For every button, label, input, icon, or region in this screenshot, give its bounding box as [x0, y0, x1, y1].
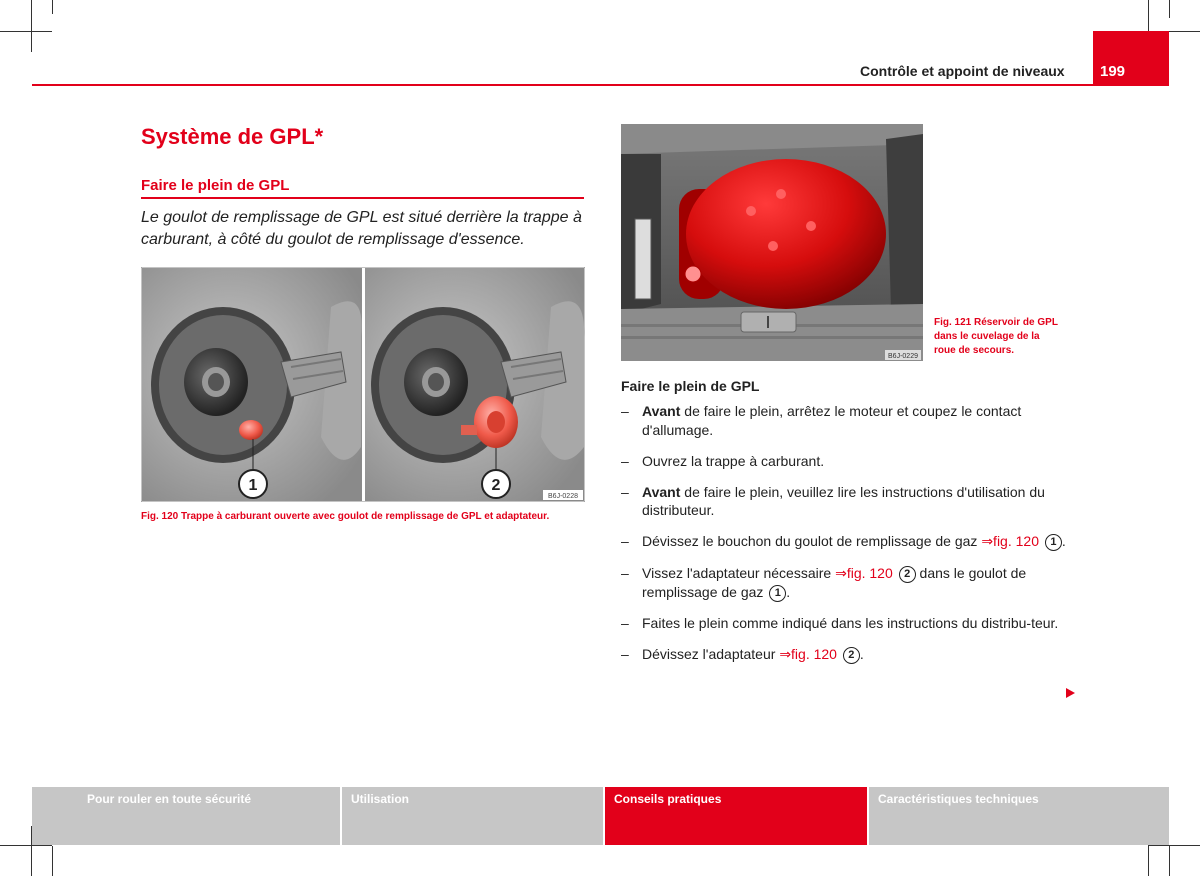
list-dash: –	[621, 564, 629, 581]
figure-link[interactable]: ⇒fig. 120	[981, 533, 1039, 549]
crop-mark	[0, 845, 52, 846]
step-text: de faire le plein, arrêtez le moteur et coupez le contact d'allumage.	[642, 403, 1022, 438]
crop-mark	[1169, 0, 1170, 18]
page-number: 199	[1100, 63, 1126, 80]
header-rule	[32, 84, 1169, 86]
list-item	[621, 532, 1066, 551]
list-item	[621, 483, 1066, 520]
list-item	[621, 564, 1066, 602]
list-dash: –	[621, 646, 629, 662]
list-dash: –	[621, 615, 629, 631]
list-item	[621, 452, 1066, 471]
callout-number: 2	[899, 566, 916, 583]
crop-mark	[1169, 846, 1170, 876]
subtitle-rule	[141, 197, 584, 199]
figure-120-marker-1: 1	[248, 477, 258, 494]
list-item	[621, 402, 1066, 439]
figure-120-marker-2: 2	[491, 477, 501, 494]
tab-label: Pour rouler en toute sécurité	[87, 792, 252, 806]
tab-practical-tips[interactable]	[605, 787, 867, 845]
list-dash: –	[621, 452, 629, 469]
step-text: Vissez l'adaptateur nécessaire	[642, 564, 836, 581]
crop-mark	[0, 31, 52, 32]
figure-120-illustration	[141, 267, 585, 502]
step-text: Dévissez le bouchon du goulot de remplissage de gaz	[642, 533, 982, 549]
fuel-flap-panel-right	[365, 268, 584, 501]
tab-safety[interactable]	[32, 787, 340, 845]
tab-label: Caractéristiques techniques	[878, 792, 1039, 806]
crop-mark	[52, 846, 53, 876]
step-text: Faites le plein comme indiqué dans les instructions du distribu-teur.	[642, 615, 1059, 631]
tab-technical-data[interactable]	[869, 787, 1169, 845]
step-text: dans le goulot de remplissage de gaz	[642, 564, 1027, 600]
figure-link[interactable]: ⇒fig. 120	[779, 646, 837, 662]
step-text: .	[1061, 533, 1066, 549]
step-text: .	[786, 583, 791, 600]
section-title: Contrôle et appoint de niveaux	[860, 63, 1065, 79]
crop-mark	[1148, 845, 1200, 846]
figure-121-illustration	[621, 124, 923, 361]
steps-title: Faire le plein de GPL	[621, 378, 760, 394]
callout-number: 1	[769, 585, 786, 602]
list-item	[621, 614, 1066, 633]
list-dash: –	[621, 533, 629, 549]
figure-121-code: B6J-0229	[888, 353, 918, 360]
tab-label: Utilisation	[351, 792, 410, 806]
fuel-flap-panel-left	[142, 268, 362, 501]
continue-arrow-icon[interactable]	[1066, 688, 1075, 698]
tab-label: Conseils pratiques	[614, 792, 722, 806]
figure-120-caption: Fig. 120 Trappe à carburant ouverte avec goulot de remplissage de GPL et adaptateur.	[141, 511, 550, 522]
step-text: de faire le plein, veuillez lire les instructions d'utilisation du distributeur.	[642, 483, 1045, 518]
list-dash: –	[621, 403, 629, 419]
list-dash: –	[621, 483, 629, 500]
steps-list	[621, 402, 1066, 677]
crop-mark	[31, 0, 32, 52]
figure-121-caption: Fig. 121 Réservoir de GPL dans le cuvelage de la roue de secours.	[934, 317, 1058, 356]
callout-number: 1	[1045, 534, 1062, 551]
section-subtitle: Faire le plein de GPL	[141, 177, 290, 194]
footer-tabs	[32, 787, 1169, 845]
step-text: Ouvrez la trappe à carburant.	[642, 452, 825, 469]
figure-link[interactable]: ⇒fig. 120	[835, 564, 893, 581]
step-bold: Avant	[642, 483, 681, 500]
step-bold: Avant	[642, 403, 681, 419]
tab-operation[interactable]	[342, 787, 603, 845]
page-title: Système de GPL*	[141, 124, 324, 149]
figure-120-code: B6J-0228	[548, 493, 578, 500]
crop-mark	[52, 0, 53, 14]
lead-paragraph: Le goulot de remplissage de GPL est situé derrière la trappe à carburant, à côté du goulot de remplissage d'essence.	[141, 209, 582, 248]
step-text: Dévissez l'adaptateur	[642, 646, 780, 662]
list-item	[621, 645, 1066, 664]
callout-number: 2	[843, 647, 860, 664]
step-text: .	[859, 646, 864, 662]
